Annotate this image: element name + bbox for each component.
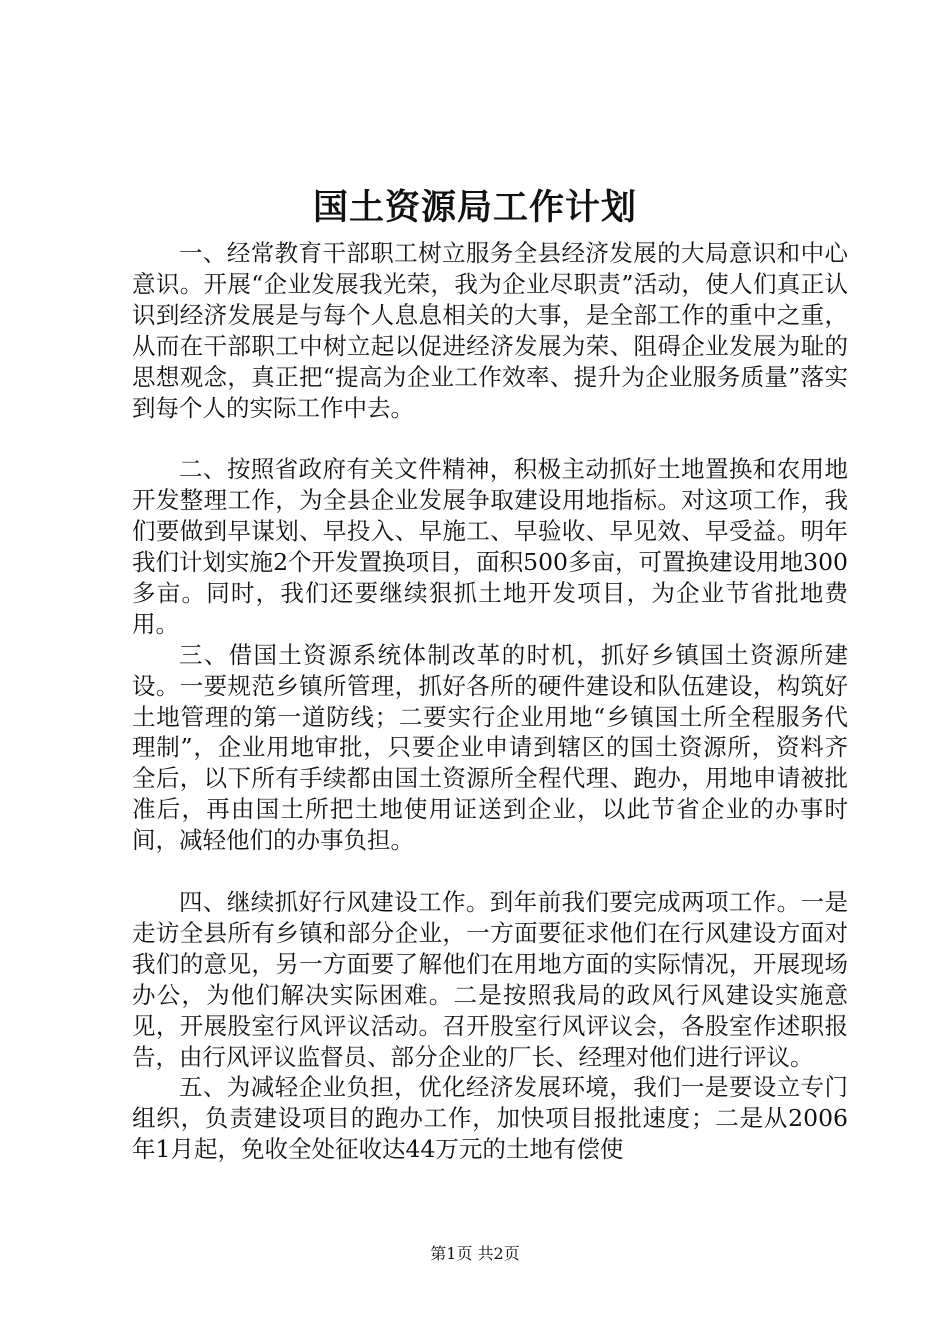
page-number-footer: 第1页 共2页 xyxy=(430,1244,520,1263)
paragraph-3: 三、借国土资源系统体制改革的时机，抓好乡镇国土资源所建设。一要规范乡镇所管理，抓好各所的硬件建设和队伍建设，构筑好土地管理的第一道防线；二要实行企业用地“乡镇国土所全程服务代理制”，企业用地审批，只要企业申请到辖区的国土资源所，资料齐全后，以下所有手续都由国土资源所全程代理、跑办，用地申请被批准后，再由国土所把土地使用证送到企业，以此节省企业的办事时间，减轻他们的办事负担。 xyxy=(132,640,848,855)
document-title: 国土资源局工作计划 xyxy=(312,187,637,228)
paragraph-1: 一、经常教育干部职工树立服务全县经济发展的大局意识和中心意识。开展“企业发展我光荣，我为企业尽职责”活动，使人们真正认识到经济发展是与每个人息息相关的大事，是全部工作的重中之重，从而在干部职工中树立起以促进经济发展为荣、阻碍企业发展为耻的思想观念，真正把“提高为企业工作效率、提升为企业服务质量”落实到每个人的实际工作中去。 xyxy=(132,239,848,422)
paragraph-2: 二、按照省政府有关文件精神，积极主动抓好土地置换和农用地开发整理工作，为全县企业发展争取建设用地指标。对这项工作，我们要做到早谋划、早投入、早施工、早验收、早见效、早受益。明年我们计划实施2个开发置换项目，面积500多亩，可置换建设用地300多亩。同时，我们还要继续狠抓土地开发项目，为企业节省批地费用。 xyxy=(132,455,848,638)
paragraph-5: 五、为减轻企业负担，优化经济发展环境，我们一是要设立专门组织，负责建设项目的跑办工作，加快项目报批速度；二是从2006年1月起，免收全处征收达44万元的土地有偿使 xyxy=(132,1073,848,1164)
document-body xyxy=(132,238,848,1165)
paragraph-4: 四、继续抓好行风建设工作。到年前我们要完成两项工作。一是走访全县所有乡镇和部分企业，一方面要征求他们在行风建设方面对我们的意见，另一方面要了解他们在用地方面的实际情况，开展现场办公，为他们解决实际困难。二是按照我局的政风行风建设实施意见，开展股室行风评议活动。召开股室行风评议会，各股室作述职报告，由行风评议监督员、部分企业的厂长、经理对他们进行评议。 xyxy=(132,888,848,1071)
